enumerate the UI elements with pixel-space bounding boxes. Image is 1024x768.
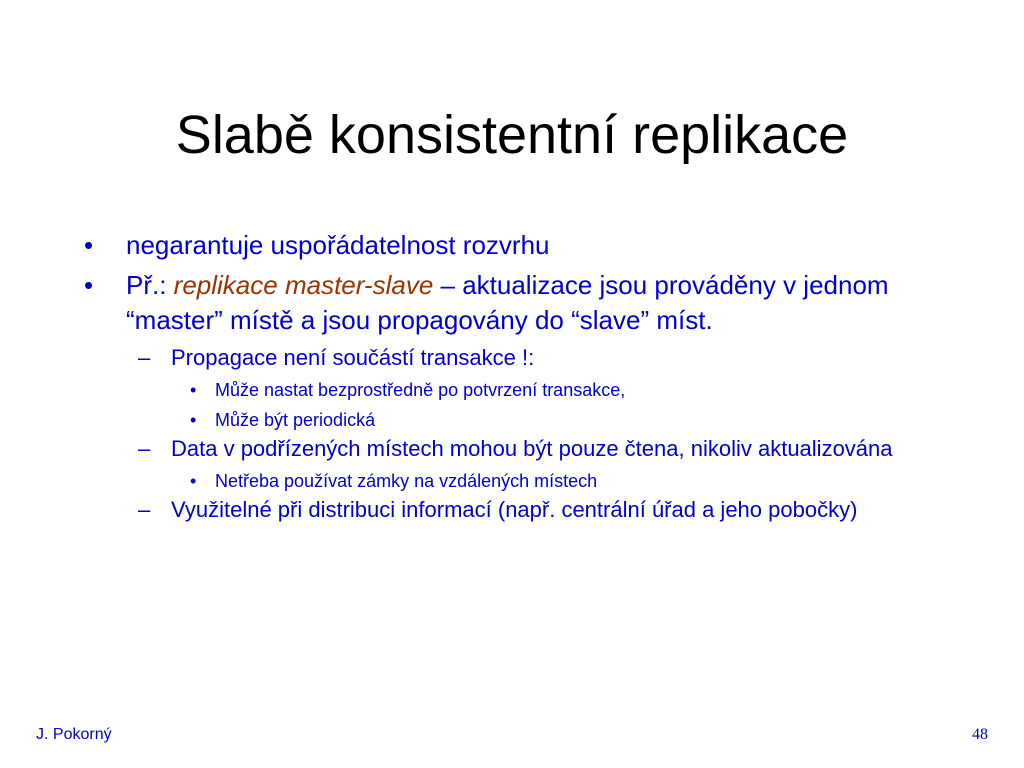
- sub-sub-item-text: Může nastat bezprostředně po potvrzení transakce,: [215, 380, 626, 400]
- dash-icon: –: [138, 436, 151, 461]
- bullet-item: [84, 268, 964, 338]
- bullet-icon: •: [190, 380, 197, 400]
- dash-icon: –: [138, 345, 151, 370]
- bullet-text: negarantuje uspořádatelnost rozvrhu: [126, 230, 550, 260]
- bullet-accent-text: replikace master-slave: [173, 270, 434, 300]
- sub-item: [84, 495, 964, 525]
- sub-sub-item-text: Může být periodická: [215, 410, 376, 430]
- bullet-icon: •: [190, 410, 197, 430]
- bullet-prefix: Př.:: [126, 270, 174, 300]
- bullet-suffix: – aktualizace jsou prováděny v jednom “master” místě a jsou propagovány do “slave” míst.: [126, 270, 889, 335]
- footer-author: J. Pokorný: [36, 726, 112, 743]
- sub-item: [84, 343, 964, 373]
- bullet-icon: •: [84, 230, 94, 260]
- slide-body: [84, 228, 964, 525]
- sub-sub-item: [84, 468, 964, 494]
- sub-sub-item-text: Netřeba používat zámky na vzdálených místech: [215, 471, 598, 491]
- page-number: 48: [972, 726, 988, 743]
- sub-item: [84, 434, 964, 464]
- bullet-item: [84, 228, 964, 263]
- sub-sub-item: [84, 377, 964, 403]
- dash-icon: –: [138, 497, 151, 522]
- bullet-icon: •: [84, 270, 94, 300]
- sub-item-text: Propagace není součástí transakce !:: [171, 345, 535, 370]
- sub-item-text: Data v podřízených místech mohou být pouze čtena, nikoliv aktualizována: [171, 436, 893, 461]
- sub-sub-item: [84, 407, 964, 433]
- sub-item-text: Využitelné při distribuci informací (např. centrální úřad a jeho pobočky): [171, 497, 858, 522]
- bullet-icon: •: [190, 471, 197, 491]
- slide-title: Slabě konsistentní replikace: [175, 105, 849, 165]
